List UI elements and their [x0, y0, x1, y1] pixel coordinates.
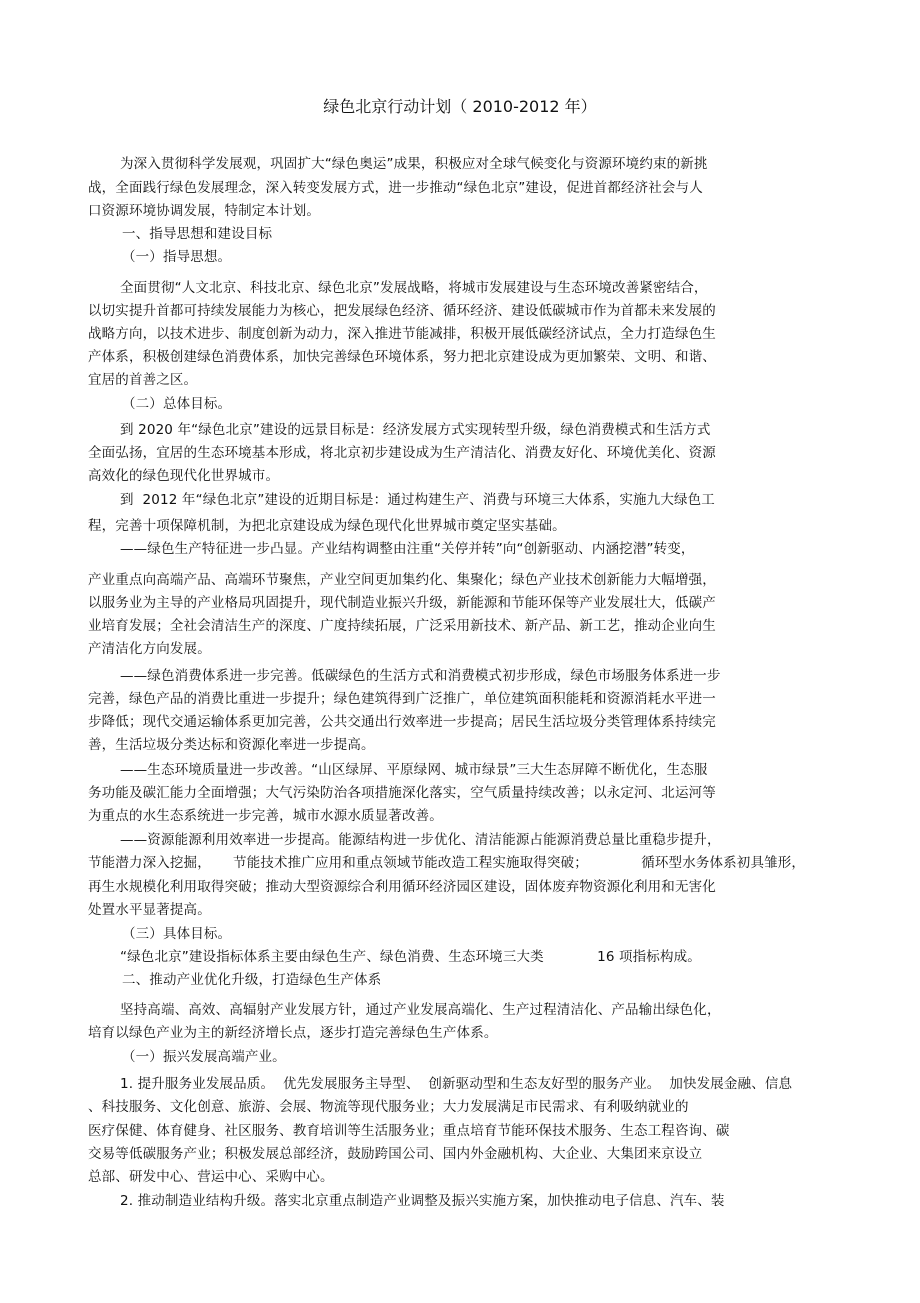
- paragraph-line: 程，完善十项保障机制，为把北京建设成为绿色现代化世界城市奠定坚实基础。: [88, 518, 566, 534]
- paragraph-line: 宜居的首善之区。: [88, 372, 198, 388]
- paragraph-line: 二、推动产业优化升级，打造绿色生产体系: [122, 972, 382, 988]
- paragraph-line: ——绿色生产特征进一步凸显。产业结构调整由注重“关停并转”向“创新驱动、内涵挖潜”转变，: [120, 541, 695, 557]
- paragraph-line: 再生水规模化利用取得突破；推动大型资源综合利用循环经济园区建设，固体废弃物资源化利用和无害化: [88, 879, 716, 895]
- paragraph-line: 1. 提升服务业发展品质。 优先发展服务主导型、 创新驱动型和生态友好型的服务产业。 加快发展金融、信息: [120, 1076, 793, 1092]
- paragraph-line: 战略方向，以技术进步、制度创新为动力，深入推进节能减排，积极开展低碳经济试点，全力打造绿色生: [88, 326, 716, 342]
- paragraph-line: 以切实提升首都可持续发展能力为核心，把发展绿色经济、循环经济、建设低碳城市作为首都未来发展的: [88, 303, 716, 319]
- paragraph-line: “绿色北京”建设指标体系主要由绿色生产、绿色消费、生态环境三大类 16 项指标构成。: [120, 949, 701, 965]
- paragraph-line: 高效化的绿色现代化世界城市。: [88, 468, 280, 484]
- paragraph-line: 处置水平显著提高。: [88, 902, 211, 918]
- paragraph-line: 业培育发展；全社会清洁生产的深度、广度持续拓展，广泛采用新技术、新产品、新工艺，推动企业向生: [88, 618, 716, 634]
- paragraph-line: （三）具体目标。: [122, 926, 232, 942]
- paragraph-line: 完善，绿色产品的消费比重进一步提升；绿色建筑得到广泛推广，单位建筑面积能耗和资源消耗水平进一: [88, 691, 716, 707]
- paragraph-line: 以服务业为主导的产业格局巩固提升，现代制造业振兴升级，新能源和节能环保等产业发展壮大，低碳产: [88, 595, 716, 611]
- paragraph-line: 为重点的水生态系统进一步完善，城市水源水质显著改善。: [88, 808, 443, 824]
- paragraph-line: 节能潜力深入挖掘， 节能技术推广应用和重点领域节能改造工程实施取得突破； 循环型水务体系初具雏形，: [88, 855, 806, 871]
- paragraph-line: 产清洁化方向发展。: [88, 641, 211, 657]
- paragraph-line: 产业重点向高端产品、高端环节聚焦，产业空间更加集约化、集聚化；绿色产业技术创新能力大幅增强，: [88, 572, 716, 588]
- paragraph-line: 总部、研发中心、营运中心、采购中心。: [88, 1169, 334, 1185]
- paragraph-line: 2. 推动制造业结构升级。落实北京重点制造产业调整及振兴实施方案，加快推动电子信息、汽车、装: [120, 1193, 725, 1209]
- paragraph-line: 善，生活垃圾分类达标和资源化率进一步提高。: [88, 737, 375, 753]
- paragraph-line: 为深入贯彻科学发展观，巩固扩大“绿色奥运”成果，积极应对全球气候变化与资源环境约束的新挑: [120, 156, 708, 172]
- paragraph-line: 全面贯彻“人文北京、科技北京、绿色北京”发展战略，将城市发展建设与生态环境改善紧密结合，: [120, 280, 708, 296]
- paragraph-line: 步降低；现代交通运输体系更加完善，公共交通出行效率进一步提高；居民生活垃圾分类管理体系持续完: [88, 714, 716, 730]
- paragraph-line: 坚持高端、高效、高辐射产业发展方针，通过产业发展高端化、生产过程清洁化、产品输出绿色化，: [120, 1002, 721, 1018]
- paragraph-line: （一）指导思想。: [122, 249, 232, 265]
- paragraph-line: 培育以绿色产业为主的新经济增长点，逐步打造完善绿色生产体系。: [88, 1025, 498, 1041]
- document-title: 绿色北京行动计划（ 2010-2012 年）: [323, 97, 597, 116]
- paragraph-line: （一）振兴发展高端产业。: [122, 1049, 286, 1065]
- paragraph-line: 一、指导思想和建设目标: [122, 226, 273, 242]
- paragraph-line: 交易等低碳服务产业；积极发展总部经济，鼓励跨国公司、国内外金融机构、大企业、大集团来京设立: [88, 1146, 703, 1162]
- paragraph-line: 、科技服务、文化创意、旅游、会展、物流等现代服务业；大力发展满足市民需求、有利吸纳就业的: [88, 1099, 689, 1115]
- paragraph-line: ——资源能源利用效率进一步提高。能源结构进一步优化、清洁能源占能源消费总量比重稳步提升，: [120, 832, 721, 848]
- paragraph-line: 到 2012 年“绿色北京”建设的近期目标是：通过构建生产、消费与环境三大体系，实施九大绿色工: [120, 492, 715, 508]
- paragraph-line: （二）总体目标。: [122, 396, 232, 412]
- paragraph-line: ——生态环境质量进一步改善。“山区绿屏、平原绿网、城市绿景”三大生态屏障不断优化，生态服: [120, 762, 708, 778]
- paragraph-line: 务功能及碳汇能力全面增强；大气污染防治各项措施深化落实，空气质量持续改善；以永定河、北运河等: [88, 785, 716, 801]
- paragraph-line: 口资源环境协调发展，特制定本计划。: [88, 203, 321, 219]
- paragraph-line: 战，全面践行绿色发展理念，深入转变发展方式，进一步推动“绿色北京”建设，促进首都经济社会与人: [88, 180, 703, 196]
- paragraph-line: ——绿色消费体系进一步完善。低碳绿色的生活方式和消费模式初步形成，绿色市场服务体系进一步: [120, 668, 721, 684]
- paragraph-line: 到 2020 年“绿色北京”建设的远景目标是：经济发展方式实现转型升级，绿色消费模式和生活方式: [120, 422, 711, 438]
- paragraph-line: 全面弘扬，宜居的生态环境基本形成，将北京初步建设成为生产清洁化、消费友好化、环境优美化、资源: [88, 445, 716, 461]
- paragraph-line: 医疗保健、体育健身、社区服务、教育培训等生活服务业；重点培育节能环保技术服务、生态工程咨询、碳: [88, 1123, 730, 1139]
- paragraph-line: 产体系，积极创建绿色消费体系，加快完善绿色环境体系，努力把北京建设成为更加繁荣、文明、和谐、: [88, 349, 716, 365]
